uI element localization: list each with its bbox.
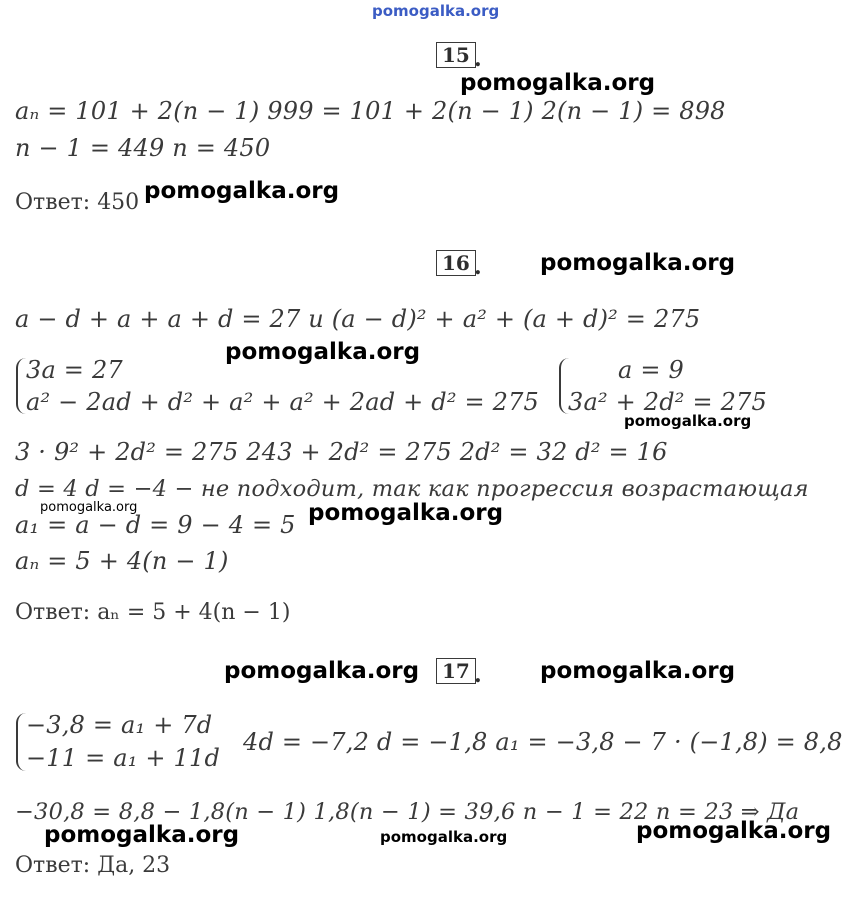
p16-system2-eq1: a = 9 <box>618 356 684 384</box>
p16-line-3: 3 · 9² + 2d² = 275 243 + 2d² = 275 2d² = 32 d² = 16 <box>15 438 668 466</box>
watermark: pomogalka.org <box>540 250 736 276</box>
p17-line-2: −30,8 = 8,8 − 1,8(n − 1) 1,8(n − 1) = 39,6 n − 1 = 22 n = 23 ⇒ Да <box>15 799 800 825</box>
p15-answer: Ответ: 450 <box>15 190 140 215</box>
watermark: pomogalka.org <box>540 658 736 684</box>
watermark: pomogalka.org <box>636 818 832 844</box>
problem-number-17: 17 <box>436 658 476 684</box>
watermark: pomogalka.org <box>224 658 420 684</box>
problem-number-dot: . <box>474 46 482 72</box>
watermark: pomogalka.org <box>44 822 240 848</box>
problem-number-15: 15 <box>436 42 476 68</box>
p15-line-2: n − 1 = 449 n = 450 <box>15 134 271 162</box>
p17-line-1: 4d = −7,2 d = −1,8 a₁ = −3,8 − 7 · (−1,8) = 8,8 <box>243 728 843 756</box>
watermark-top: pomogalka.org <box>372 2 500 20</box>
watermark-small: pomogalka.org <box>40 500 138 515</box>
p16-line-5: a₁ = a − d = 9 − 4 = 5 <box>15 511 296 539</box>
watermark: pomogalka.org <box>144 178 340 204</box>
watermark: pomogalka.org <box>225 339 421 365</box>
p16-system1-eq1: 3a = 27 <box>26 356 123 384</box>
p16-line-4: d = 4 d = −4 − не подходит, так как прогрессия возрастающая <box>15 476 809 502</box>
p17-answer: Ответ: Да, 23 <box>15 853 171 878</box>
p17-system-eq1: −3,8 = a₁ + 7d <box>26 711 213 739</box>
p16-system1-eq2: a² − 2ad + d² + a² + a² + 2ad + d² = 275 <box>26 388 540 416</box>
watermark: pomogalka.org <box>308 500 504 526</box>
p15-line-1: aₙ = 101 + 2(n − 1) 999 = 101 + 2(n − 1) 2(n − 1) = 898 <box>15 97 726 125</box>
watermark-small: pomogalka.org <box>380 828 508 846</box>
p16-line-6: aₙ = 5 + 4(n − 1) <box>15 547 229 575</box>
p17-system-eq2: −11 = a₁ + 11d <box>26 744 221 772</box>
p16-answer: Ответ: aₙ = 5 + 4(n − 1) <box>15 600 291 625</box>
watermark-small: pomogalka.org <box>624 412 752 430</box>
system-brace <box>16 713 26 771</box>
p16-system2-eq2: 3a² + 2d² = 275 <box>568 388 767 416</box>
problem-number-dot: . <box>474 254 482 280</box>
system-brace <box>16 358 26 414</box>
p16-line-1: a − d + a + a + d = 27 и (a − d)² + a² + (a + d)² = 275 <box>15 305 701 333</box>
problem-number-16: 16 <box>436 250 476 276</box>
watermark: pomogalka.org <box>460 70 656 96</box>
problem-number-dot: . <box>474 662 482 688</box>
